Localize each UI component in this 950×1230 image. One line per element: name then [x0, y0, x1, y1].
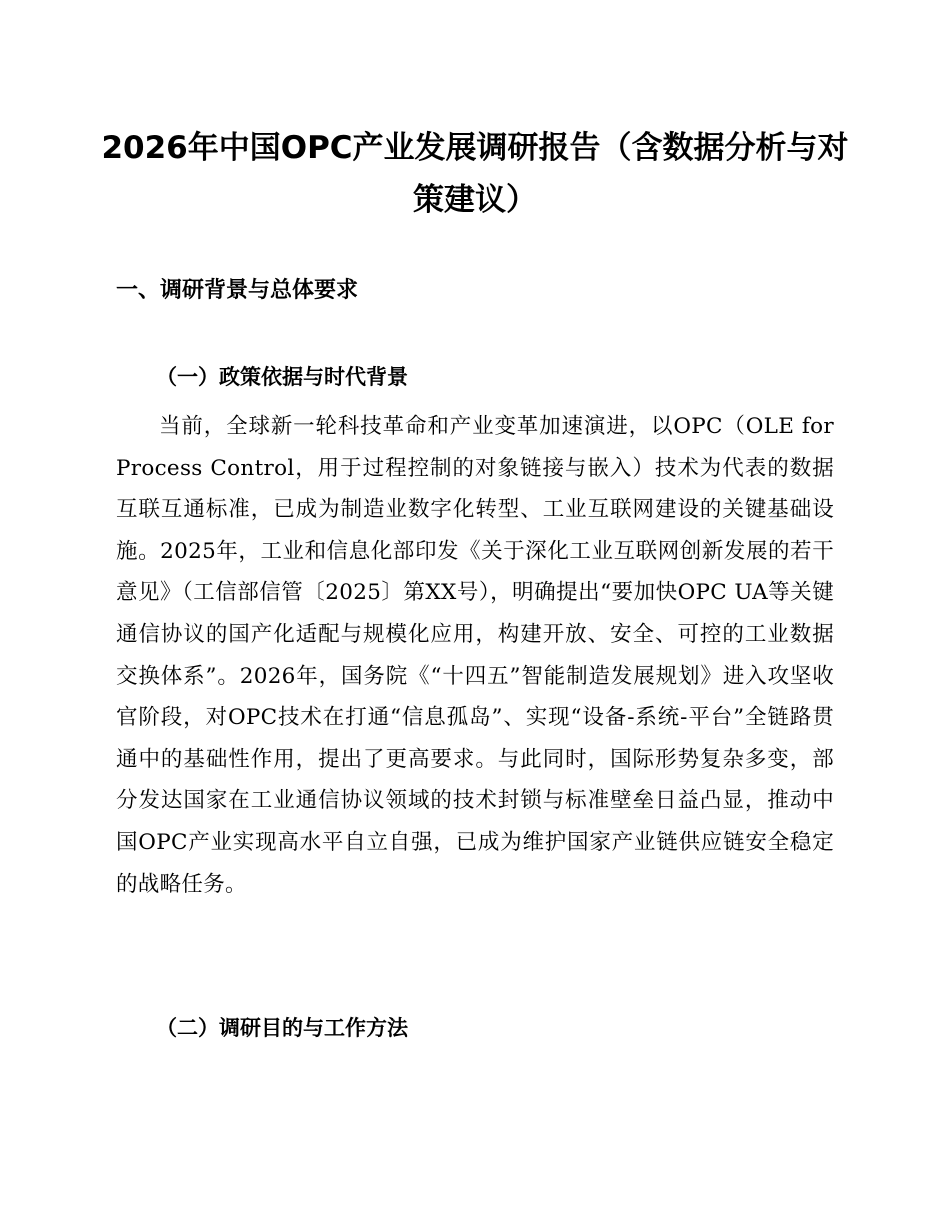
document-title: 2026年中国OPC产业发展调研报告（含数据分析与对策建议） — [101, 130, 849, 218]
subsection-heading-policy: （一）政策依据与时代背景 — [156, 364, 408, 389]
body-paragraph: 当前，全球新一轮科技革命和产业变革加速演进，以OPC（OLE for Process Control，用于过程控制的对象链接与嵌入）技术为代表的数据互联互通标准，已成为制造业数字化转型、工业互联网建设的关键基础设施。2025年，工业和信息化部印发《关于深化工业互联网创新发展的若干意见》（工信部信管〔2025〕第XX号），明确提出“要加快OPC UA等关键通信协议的国产化适配与规模化应用，构建开放、安全、可控的工业数据交换体系”。2026年，国务院《“十四五”智能制造发展规划》进入攻坚收官阶段，对OPC技术在打通“信息孤岛”、实现“设备-系统-平台”全链路贯通中的基础性作用，提出了更高要求。与此同时，国际形势复杂多变，部分发达国家在工业通信协议领域的技术封锁与标准壁垒日益凸显，推动中国OPC产业实现高水平自立自强，已成为维护国家产业链供应链安全稳定的战略任务。 — [116, 414, 834, 897]
subsection-heading-purpose: （二）调研目的与工作方法 — [156, 1015, 408, 1040]
section-heading-background: 一、调研背景与总体要求 — [116, 278, 359, 303]
